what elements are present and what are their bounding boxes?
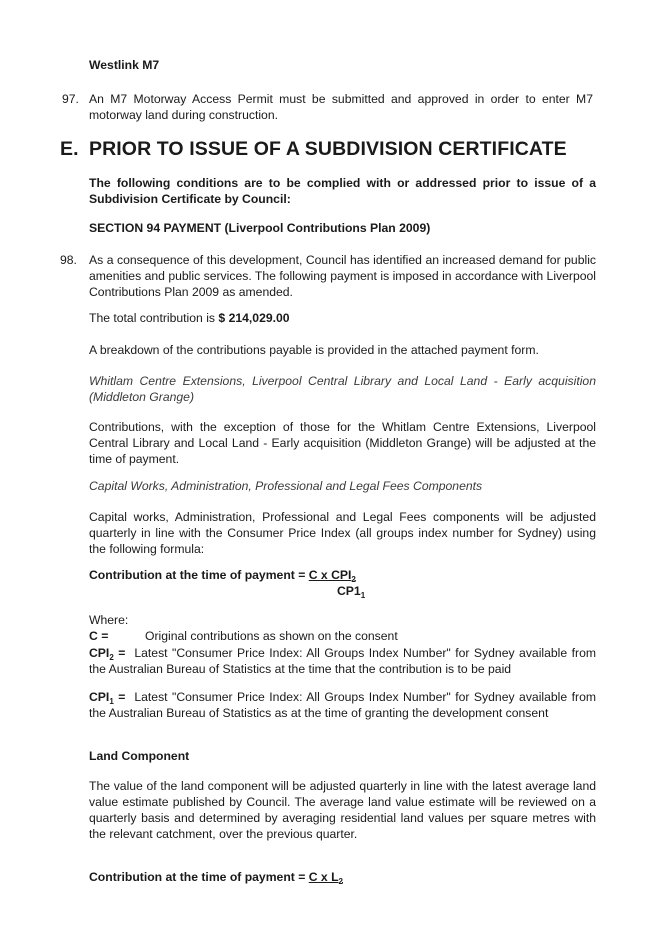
land-formula [89,870,343,884]
cpi2-text: Latest "Consumer Price Index: All Groups Index Number" for Sydney available from the Australian Bureau of Statistics at the time that the contribution is to be paid [89,646,597,676]
whitlam-italic-heading: Whitlam Centre Extensions, Liverpool Central Library and Local Land - Early acquisition (Middleton Grange) [89,374,596,404]
breakdown-text: A breakdown of the contributions payable is provided in the attached payment form. [89,343,539,357]
cpi-formula-label: Contribution at the time of payment = [89,568,309,582]
capital-works-italic-heading: Capital Works, Administration, Professional and Legal Fees Components [89,479,483,493]
cpi2-term: $CPI_2$ = [89,646,130,662]
exception-text: Contributions, with the exception of those for the Whitlam Centre Extensions, Liverpool Central Library and Local Land - Early acquisition (Middleton Grange) will be adjusted at the time of payment. [89,420,596,466]
land-component-text: The value of the land component will be adjusted quarterly in line with the latest average land value estimate published by Council. The average land value estimate will be reviewed on a quarterly basis and determined by averaging residential land values per square metres with the relevant catchment, over the previous quarter. [89,779,596,841]
cpi1-term: $CPI_1$ = [89,690,130,706]
total-contribution-label: The total contribution is [89,311,219,325]
cpi-formula-numerator: C x $CPI_2$ [308,568,356,584]
land-formula-value: C x $L_2$ [308,870,343,886]
condition-98-text: As a consequence of this development, Council has identified an increased demand for public amenities and public services. The following payment is imposed in accordance with Liverpool Contributions Plan 2009 as amended. [89,253,596,299]
section-letter: E. [60,138,79,160]
section-title: PRIOR TO ISSUE OF A SUBDIVISION CERTIFICATE [89,138,567,160]
c-definition: Original contributions as shown on the consent [145,629,398,643]
cpi2-definition [89,645,596,677]
where-label: Where: [89,613,129,627]
condition-97-text: An M7 Motorway Access Permit must be submitted and approved in order to enter M7 motorway land during construction. [89,92,593,122]
section-intro: The following conditions are to be complied with or addressed prior to issue of a Subdivision Certificate by Council: [89,176,596,206]
condition-97-number: 97. [62,92,79,106]
cpi1-definition [89,689,596,721]
cpi-formula-denominator: $CP1_1$ [337,584,366,600]
section-94-heading: SECTION 94 PAYMENT (Liverpool Contributions Plan 2009) [89,221,431,235]
condition-98-number: 98. [60,253,77,267]
total-contribution-amount: $ 214,029.00 [218,311,290,325]
land-component-heading: Land Component [89,749,190,763]
cpi-formula [89,568,356,582]
capital-works-text: Capital works, Administration, Professional and Legal Fees components will be adjusted quarterly in line with the Consumer Price Index (all groups index number for Sydney) using the following formula: [89,510,596,556]
c-term: C = [89,629,109,643]
land-formula-label: Contribution at the time of payment = [89,870,309,884]
total-contribution [89,311,290,325]
westlink-heading: Westlink M7 [89,58,160,72]
cpi1-text: Latest "Consumer Price Index: All Groups Index Number" for Sydney available from the Australian Bureau of Statistics as at the time of granting the development consent [89,690,597,720]
